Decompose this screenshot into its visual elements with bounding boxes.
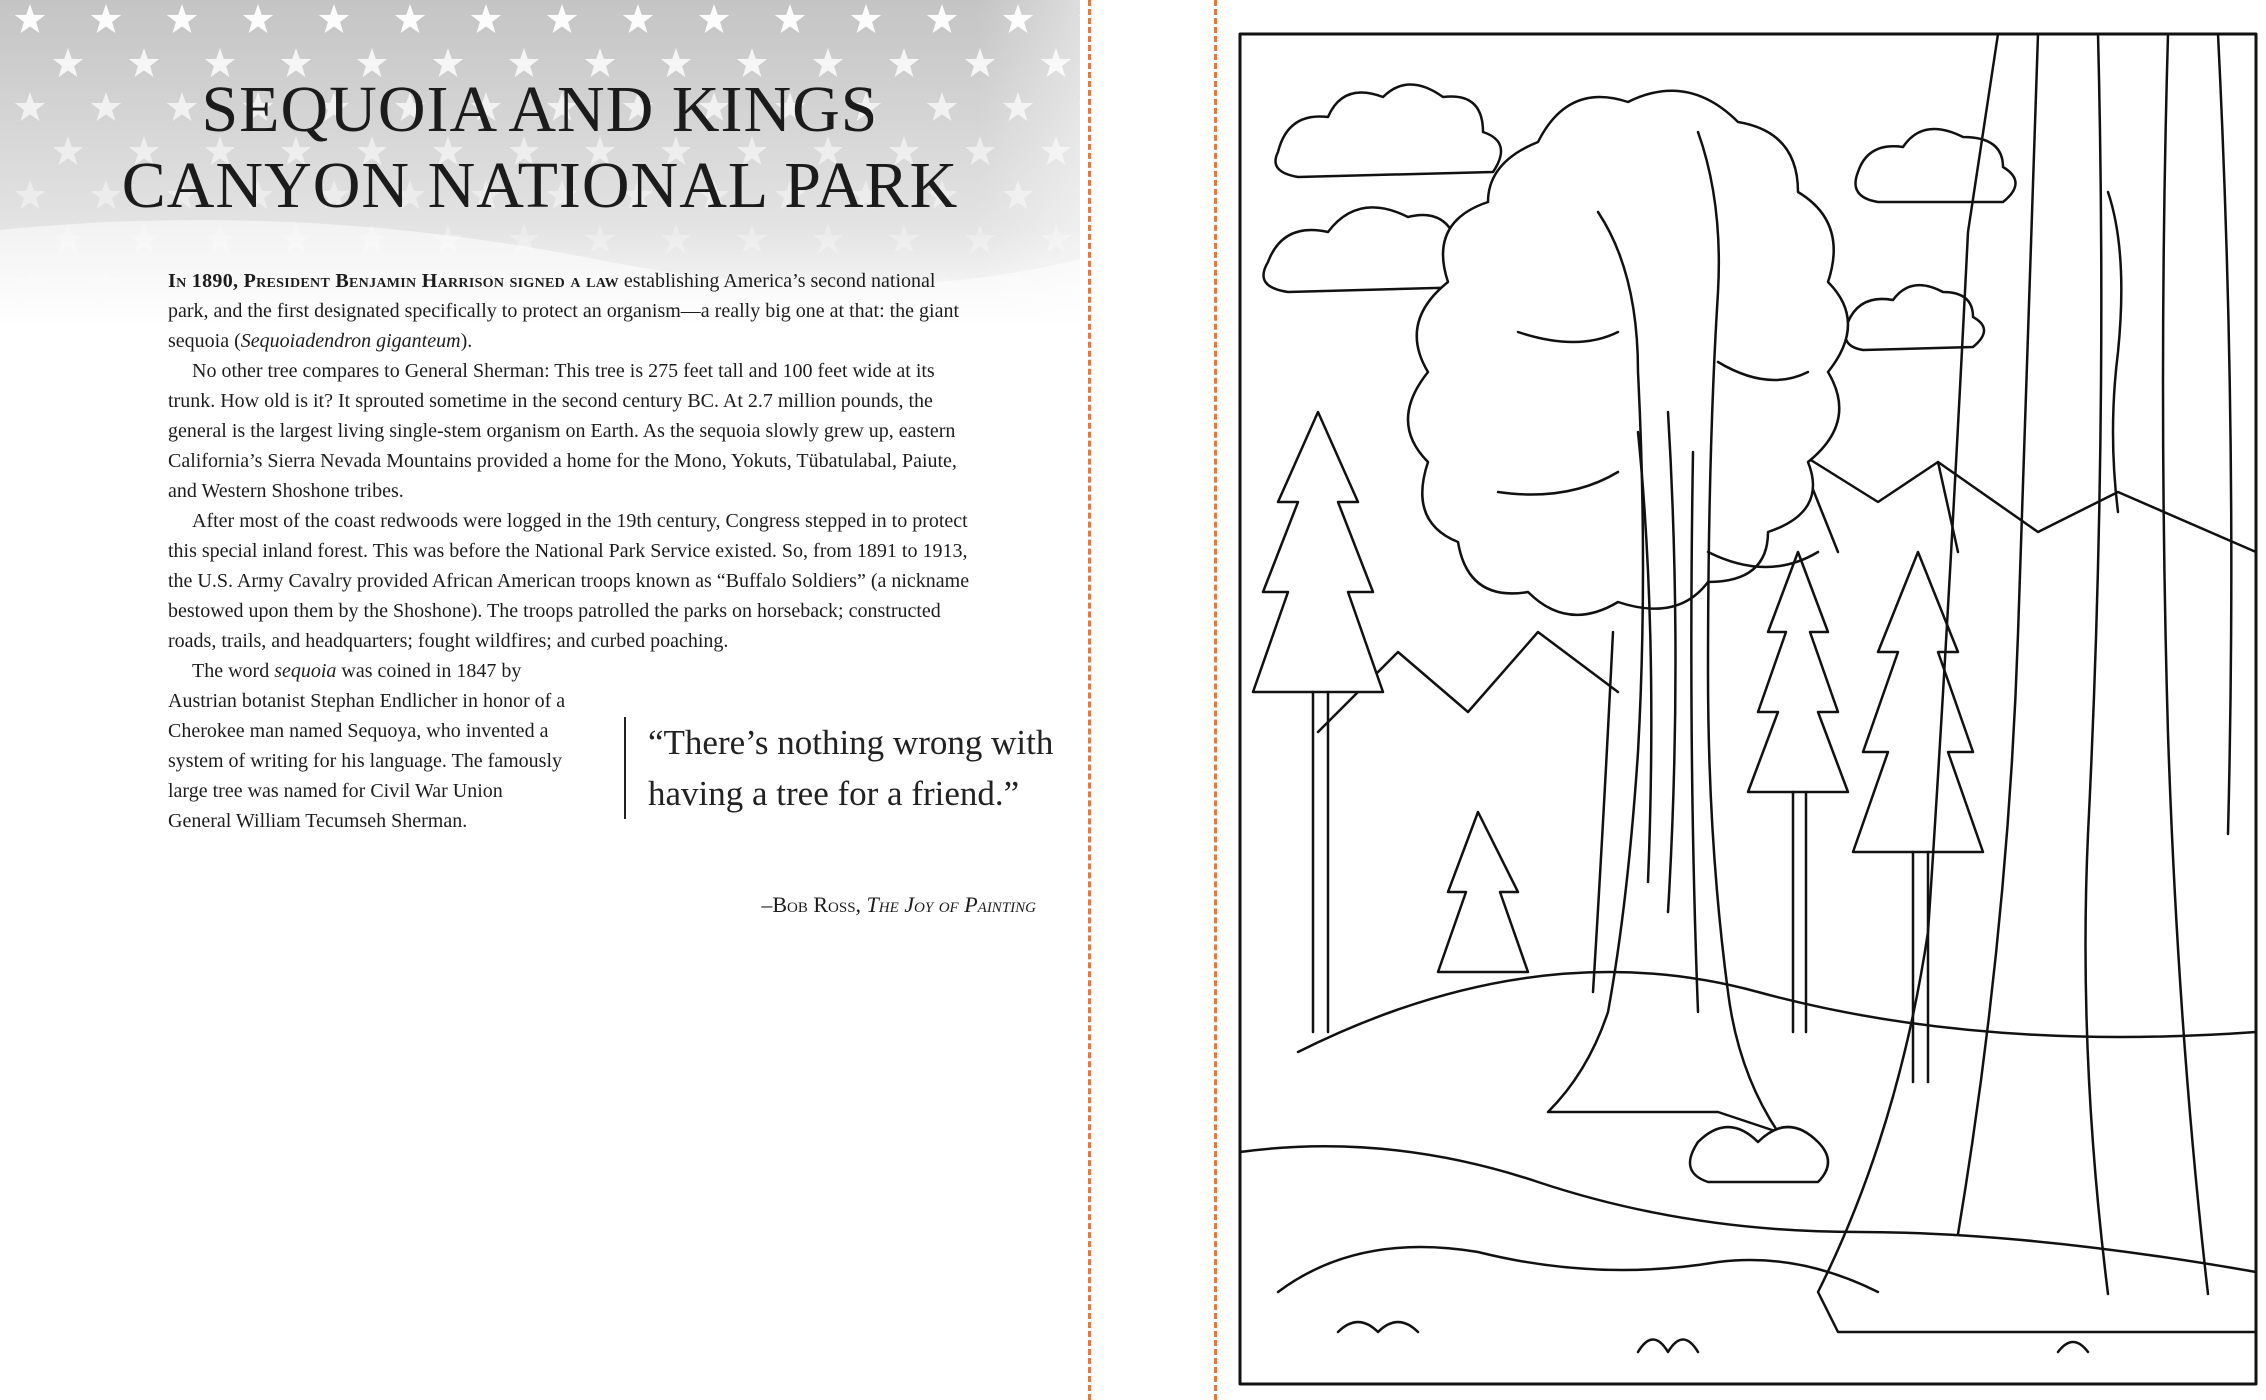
paragraph-3: After most of the coast redwoods were logged in the 19th century, Congress stepped in to protect this special inland forest. This was before the National Park Service existed. So, from 1891 to 1913, the U.S. Army Cavalry provided African American troops known as “Buffalo Soldiers” (a nickname bestowed upon them by the Shoshone). The troops patrolled the parks on horseback; constructed roads, trails, and headquarters; fought wildfires; and curbed poaching. — [168, 510, 970, 652]
paragraph-1 — [168, 266, 978, 356]
paragraph-4 — [168, 656, 568, 836]
sequoia-forest-coloring-illustration — [1238, 32, 2258, 1386]
page-title — [40, 72, 1040, 224]
paragraph-2: No other tree compares to General Sherman: This tree is 275 feet tall and 100 feet wide at its trunk. How old is it? It sprouted sometime in the second century BC. At 2.7 million pounds, the general is the largest living single-stem organism on Earth. As the sequoia slowly grew up, eastern California’s Sierra Nevada Mountains provided a home for the Mono, Yokuts, Tübatulabal, Paiute, and Western Shoshone tribes. — [168, 360, 957, 502]
quote-attribution — [600, 890, 1036, 920]
title-line-2: CANYON NATIONAL PARK — [121, 149, 959, 222]
cut-line-left — [1088, 0, 1091, 1400]
paragraph-1-text: establishing America’s second national park, and the first designated specifically to protect an organism—a really big one at that: the giant sequoia ( — [168, 270, 960, 352]
quote-text: “There’s nothing wrong with having a tree for a friend.” — [648, 723, 1054, 813]
title-line-1: SEQUOIA AND KINGS — [201, 73, 879, 146]
attribution-author: –Bob Ross, — [761, 892, 867, 917]
paragraph-4-text: was coined in 1847 by Austrian botanist Stephan Endlicher in honor of a Cherokee man named Sequoya, who invented a system of writing for his language. The famously large tree was named for Civil War Union General William Tecumseh Sherman. — [168, 660, 566, 832]
word-sequoia: sequoia — [274, 660, 337, 682]
pull-quote — [624, 717, 1068, 819]
left-page — [0, 0, 1080, 1400]
species-name: Sequoiadendron giganteum — [240, 330, 461, 352]
paragraph-1-end: ). — [460, 330, 473, 352]
paragraph-4-start: The word — [192, 660, 275, 682]
paragraph-1-lead-in: In 1890, President Benjamin Harrison signed a law — [168, 270, 619, 292]
cut-line-right — [1214, 0, 1217, 1400]
attribution-work: The Joy of Painting — [866, 892, 1036, 917]
